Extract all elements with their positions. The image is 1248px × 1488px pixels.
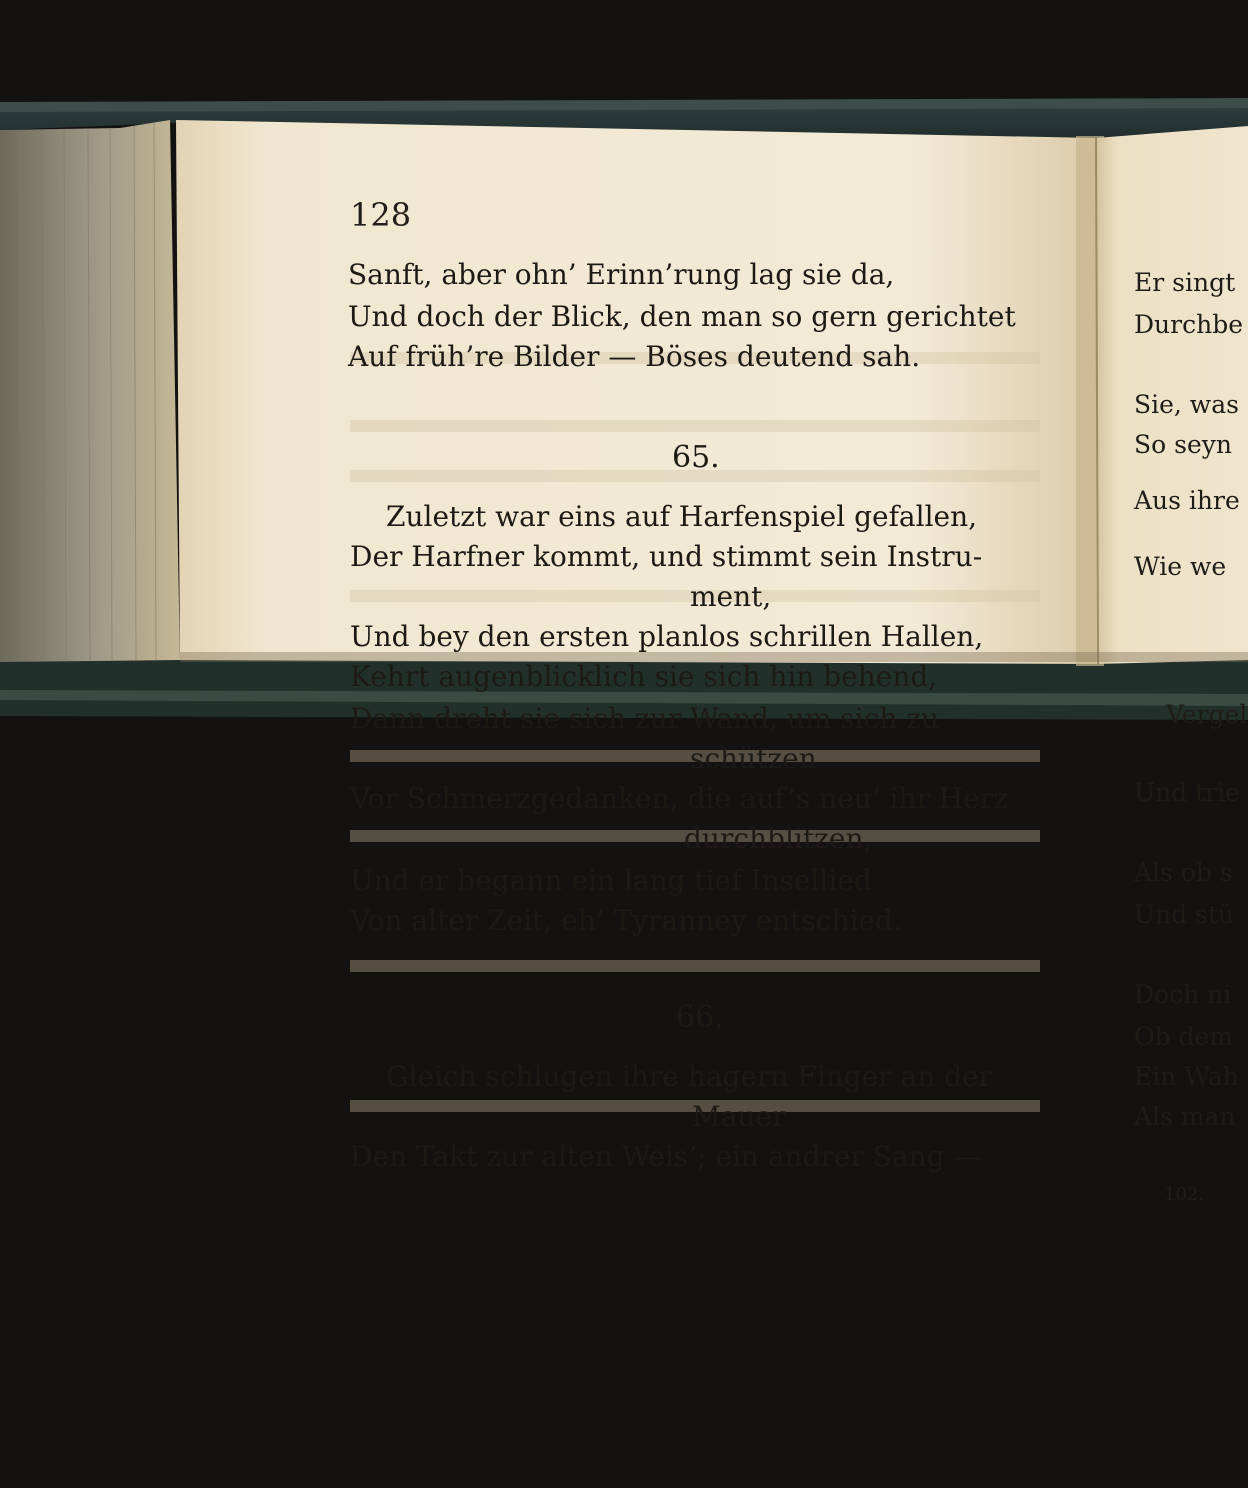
verse-line: So seyn — [1134, 430, 1232, 459]
verse-line: Der Harfner kommt, und stimmt sein Instru- — [350, 540, 983, 573]
verse-line-continuation: Mauer — [692, 1100, 786, 1133]
right-page-clip — [1100, 140, 1248, 1380]
verse-line: Kehrt augenblicklich sie sich hin behend, — [350, 660, 938, 693]
verse-line: Den Takt zur alten Weis’; ein andrer Sang — — [350, 1140, 982, 1173]
verse-line: Dann dreht sie sich zur Wand, um sich zu — [350, 702, 939, 735]
verse-line: Ein Wah — [1134, 1062, 1239, 1091]
verse-line: Und doch der Blick, den man so gern gerichtet — [348, 300, 1016, 333]
stanza-number-65: 65. — [672, 440, 720, 475]
verse-line: Ob dem — [1134, 1022, 1233, 1051]
verse-line-continuation: ment, — [690, 580, 772, 613]
page-number-left: 128 — [350, 196, 412, 234]
verse-line: Auf früh’re Bilder — Böses deutend sah. — [348, 340, 921, 373]
verse-line: Wie we — [1134, 552, 1227, 581]
verse-line: Und bey den ersten planlos schrillen Hallen, — [350, 620, 984, 653]
verse-line: Sie, was — [1134, 390, 1239, 419]
verse-line: Gleich schlugen ihre hagern Finger an der — [386, 1060, 993, 1093]
verse-line: Er singt — [1134, 268, 1236, 297]
verse-line-continuation: schützen — [690, 742, 817, 775]
verse-line: Sanft, aber ohn’ Erinn’rung lag sie da, — [348, 258, 895, 291]
verse-line: Als man — [1134, 1102, 1236, 1131]
stanza-number-66: 66. — [676, 1000, 724, 1035]
verse-line: Als ob s — [1134, 858, 1233, 887]
verse-line: Doch ni — [1134, 980, 1232, 1009]
page-footer-right: 102. — [1164, 1184, 1205, 1205]
verse-line: Zuletzt war eins auf Harfenspiel gefallen, — [386, 500, 978, 533]
verse-line-continuation: durchblitzen, — [684, 822, 873, 855]
verse-line: Vor Schmerzgedanken, die auf’s neu’ ihr Herz — [350, 782, 1008, 815]
verse-line: Von alter Zeit, eh’ Tyranney entschied. — [350, 904, 902, 937]
verse-line: Durchbe — [1134, 310, 1243, 339]
verse-line: Vergel — [1166, 700, 1248, 729]
verse-line: Und trie — [1134, 778, 1240, 807]
verse-line: Und er begann ein lang tief Insellied — [350, 864, 872, 897]
verse-line: Aus ihre — [1134, 486, 1240, 515]
verse-line: Und stü — [1134, 900, 1235, 929]
